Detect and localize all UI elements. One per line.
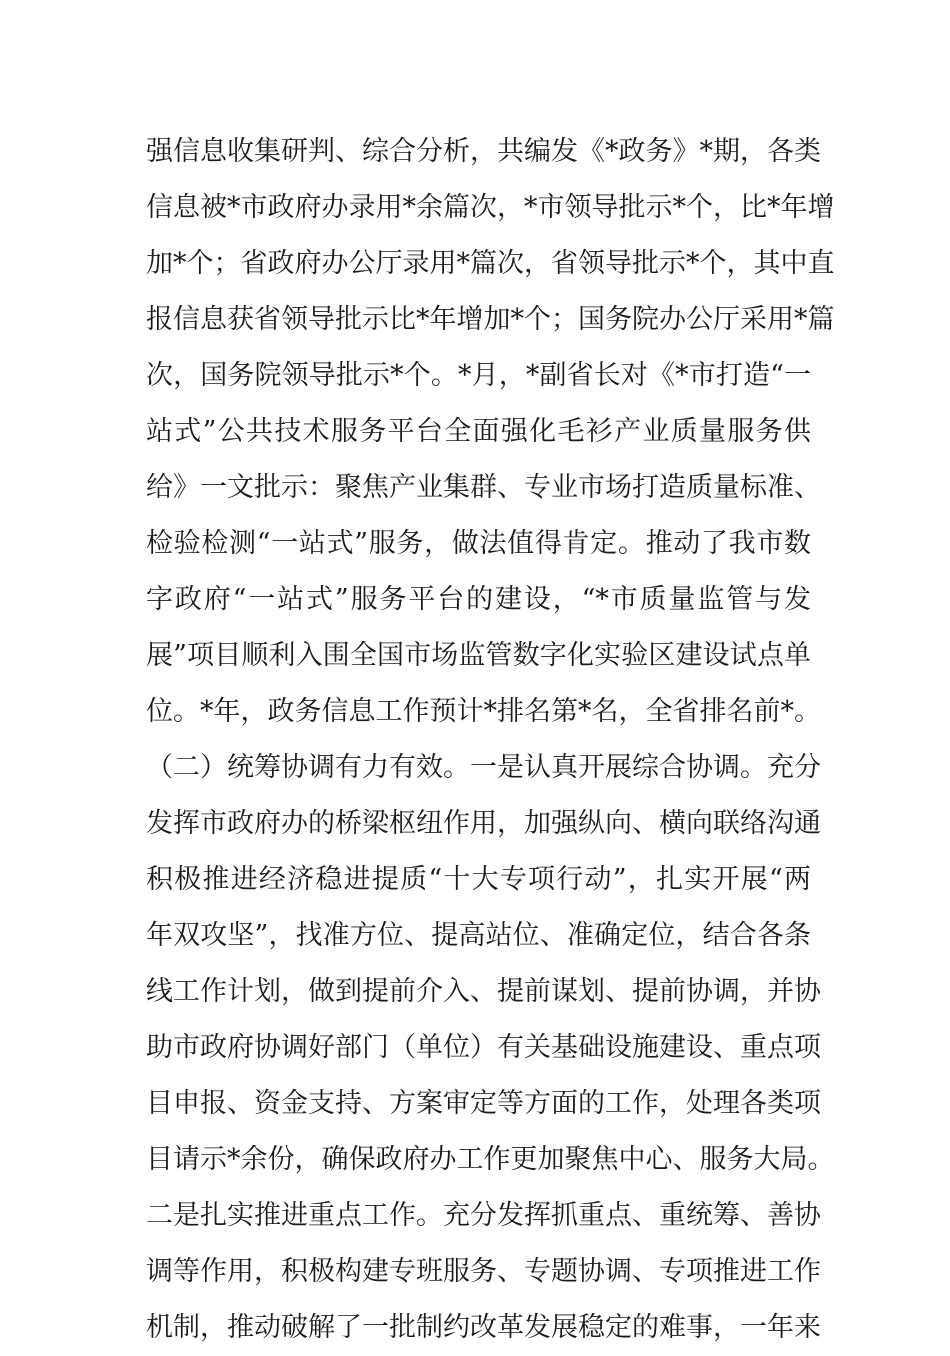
text-line: 强信息收集研判、综合分析，共编发《*政务》*期，各类 [146, 136, 821, 167]
text-line: 目请示*余份，确保政府办工作更加聚焦中心、服务大局。 [146, 1144, 835, 1175]
text-line: 信息被*市政府办录用*余篇次，*市领导批示*个，比*年增 [146, 192, 835, 223]
text-line: 给》一文批示：聚焦产业集群、专业市场打造质量标准、 [146, 472, 821, 503]
text-line: 助市政府协调好部门（单位）有关基础设施建设、重点项 [146, 1032, 821, 1063]
text-line: 站式”公共技术服务平台全面强化毛衫产业质量服务供 [146, 416, 811, 447]
document-body [146, 124, 835, 1356]
text-line: 年双攻坚”，找准方位、提高站位、准确定位，结合各条 [146, 920, 811, 951]
text-line: 字政府“一站式”服务平台的建设，“*市质量监管与发 [146, 584, 811, 615]
text-line: 次，国务院领导批示*个。*月，*副省长对《*市打造“一 [146, 360, 811, 391]
text-line: 报信息获省领导批示比*年增加*个；国务院办公厅采用*篇 [146, 304, 835, 335]
text-line: 线工作计划，做到提前介入、提前谋划、提前协调，并协 [146, 976, 821, 1007]
text-line: （二）统筹协调有力有效。一是认真开展综合协调。充分 [146, 752, 821, 783]
text-line: 积极推进经济稳进提质“十大专项行动”，扎实开展“两 [146, 864, 811, 895]
text-line: 加*个；省政府办公厅录用*篇次，省领导批示*个，其中直 [146, 248, 835, 279]
text-line: 调等作用，积极构建专班服务、专题协调、专项推进工作 [146, 1256, 821, 1287]
text-line: 展”项目顺利入围全国市场监管数字化实验区建设试点单 [146, 640, 811, 671]
text-line: 机制，推动破解了一批制约改革发展稳定的难事，一年来 [146, 1312, 821, 1343]
text-line: 位。*年，政务信息工作预计*排名第*名，全省排名前*。 [146, 696, 821, 727]
text-line: 二是扎实推进重点工作。充分发挥抓重点、重统筹、善协 [146, 1200, 821, 1231]
text-line: 检验检测“一站式”服务，做法值得肯定。推动了我市数 [146, 528, 811, 559]
text-line: 发挥市政府办的桥梁枢纽作用，加强纵向、横向联络沟通 [146, 808, 821, 839]
text-line: 目申报、资金支持、方案审定等方面的工作，处理各类项 [146, 1088, 821, 1119]
